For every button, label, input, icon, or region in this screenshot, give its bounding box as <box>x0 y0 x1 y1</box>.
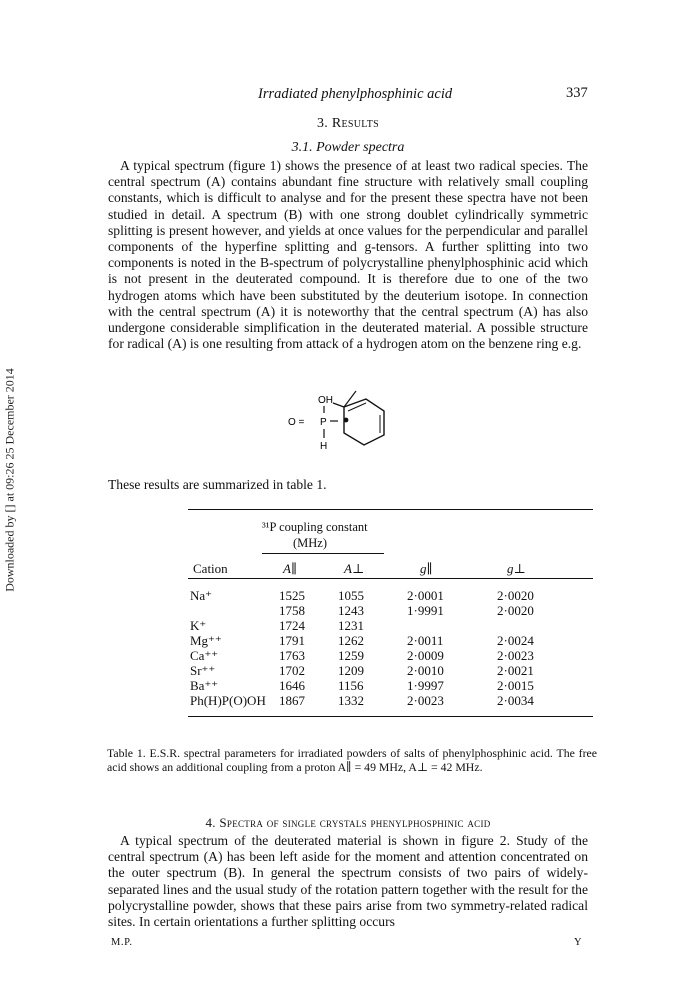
footer-left: M.P. <box>111 937 133 948</box>
cell-cation: Ba⁺⁺ <box>190 678 219 693</box>
summary-sentence: These results are summarized in table 1. <box>108 477 327 492</box>
table-group-underline <box>262 553 384 554</box>
cell-g-par: 2·0023 <box>407 693 444 708</box>
cell-a-perp: 1231 <box>338 618 364 633</box>
cell-g-perp: 2·0034 <box>497 693 534 708</box>
structure-oxygen-label: O = <box>288 417 305 428</box>
table-top-rule <box>188 509 593 510</box>
results-paragraph-text: A typical spectrum (figure 1) shows the presence of at least two radical species. The central spectrum (A) contains abundant fine structure with relatively small coupling constants, which is difficult to analyse and for the present these spectra have not been studied in detail. A spectrum (B) with one strong doublet cylindrically symmetric splitting is present however, and yields at once values for the perpendicular and parallel components of the hyperfine splitting and g-tensors. A further splitting into two components is noted in the B-spectrum of polycrystalline phenylphosphinic acid which is not present in the deuterated compound. It is therefore due to one of the two hydrogen atoms which have been substituted by the deuterium isotope. In connection with the central spectrum (A) it is noteworthy that the central spectrum (A) has also undergone considerable simplification in the deuterated material. A possible structure for radical (A) is one resulting from attack of a hydrogen atom on the benzene ring e.g. <box>108 158 588 352</box>
single-crystal-paragraph <box>108 833 588 930</box>
cell-a-perp: 1259 <box>338 648 364 663</box>
cell-g-perp: 2·0021 <box>497 663 534 678</box>
table-header-cation: Cation <box>193 561 228 576</box>
cell-a-perp: 1055 <box>338 588 364 603</box>
structure-hydrogen-label: H <box>320 441 328 452</box>
cell-g-par: 2·0011 <box>407 633 444 648</box>
cell-a-par: 1867 <box>279 693 305 708</box>
cell-a-par: 1791 <box>279 633 305 648</box>
cell-a-perp: 1332 <box>338 693 364 708</box>
cell-cation: Ph(H)P(O)OH <box>190 693 266 708</box>
cell-a-perp: 1209 <box>338 663 364 678</box>
download-stamp-text: Downloaded by [] at 09:26 25 December 2014 <box>2 368 17 592</box>
cell-cation: K⁺ <box>190 618 207 633</box>
cell-a-perp: 1262 <box>338 633 364 648</box>
footer-right: Y <box>574 937 583 948</box>
single-crystal-paragraph-text: A typical spectrum of the deuterated material is shown in figure 2. Study of the central spectrum (A) has been left aside for the moment and attention concentrated on the outer spectrum (B). In general the spectrum consists of two pairs of widely-separated lines and the usual study of the rotation pattern together with the result for the polycrystalline powder, shows that these pairs arise from two symmetry-related radical sites. In certain orientations a further splitting occurs <box>108 833 588 930</box>
table-bottom-rule <box>188 716 593 717</box>
cell-g-par: 2·0010 <box>407 663 444 678</box>
cell-a-perp: 1156 <box>338 678 364 693</box>
cell-cation: Mg⁺⁺ <box>190 633 222 648</box>
cell-cation: Sr⁺⁺ <box>190 663 216 678</box>
cell-cation: Ca⁺⁺ <box>190 648 219 663</box>
cell-g-par: 2·0001 <box>407 588 444 603</box>
running-head: Irradiated phenylphosphinic acid <box>258 86 453 102</box>
cell-g-perp: 2·0023 <box>497 648 534 663</box>
section4-heading: 4. Spectra of single crystals phenylphosphinic acid <box>205 815 491 830</box>
cell-g-par: 1·9997 <box>407 678 444 693</box>
cell-a-par: 1724 <box>279 618 305 633</box>
cell-g-par: 1·9991 <box>407 603 444 618</box>
table-group-header-line1: ³¹P coupling constant <box>262 520 368 534</box>
cell-a-par: 1525 <box>279 588 305 603</box>
subsection-heading: 3.1. Powder spectra <box>291 140 405 155</box>
cell-g-perp: 2·0024 <box>497 633 534 648</box>
cell-a-par: 1763 <box>279 648 305 663</box>
cell-g-perp: 2·0020 <box>497 603 534 618</box>
cell-cation: Na⁺ <box>190 588 213 603</box>
table-header-rule <box>188 578 593 579</box>
cell-a-perp: 1243 <box>338 603 364 618</box>
cell-g-perp: 2·0015 <box>497 678 534 693</box>
table-header-g-par: g∥ <box>420 561 433 576</box>
table-caption: Table 1. E.S.R. spectral parameters for irradiated powders of salts of phenylphosphinic acid. The free acid shows an additional coupling from a proton A∥ = 49 MHz, A⊥ = 42 MHz. <box>107 746 597 774</box>
table-group-header-line2: (MHz) <box>293 536 328 550</box>
structure-oh-label: OH <box>318 395 333 406</box>
page-number: 337 <box>566 85 588 101</box>
cell-g-par: 2·0009 <box>407 648 444 663</box>
cell-g-perp: 2·0020 <box>497 588 534 603</box>
section-heading: 3. Results <box>316 116 380 131</box>
structure-phosphorus-label: P <box>320 417 327 428</box>
cell-a-par: 1758 <box>279 603 305 618</box>
table-header-a-perp: A⊥ <box>344 561 365 576</box>
cell-a-par: 1702 <box>279 663 305 678</box>
table-header-g-perp: g⊥ <box>507 561 526 576</box>
table-header-a-par: A∥ <box>283 561 297 576</box>
cell-a-par: 1646 <box>279 678 305 693</box>
